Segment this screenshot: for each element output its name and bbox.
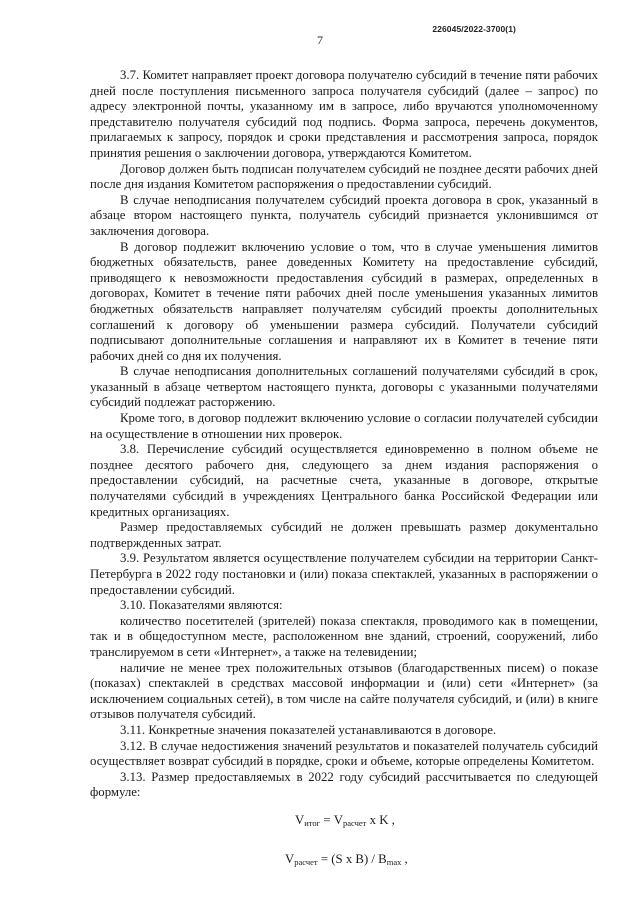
paragraph-inspections-consent: Кроме того, в договор подлежит включению условие о согласии получателей субсидии на осуществление в отношении них проверок. — [90, 411, 598, 441]
paragraph-visitors-count: количество посетителей (зрителей) показа спектакля, проводимого как в помещении, так и в общедоступном месте, расположенном вне зданий, строений, сооружений, либо транслируемом в сети «Интернет», а также на телевидении; — [90, 613, 598, 659]
paragraph-3-9: 3.9. Результатом является осуществление получателем субсидии на территории Санкт-Петербурга в 2022 году постановки и (или) показа спектаклей, указанных в распоряжении о предоставлении субсидий. — [90, 551, 598, 597]
paragraph-supplementary-agreements: В случае неподписания дополнительных соглашений получателями субсидий в срок, указанный в абзаце четвертом настоящего пункта, договоры с указанными получателями субсидий подлежат расторжению. — [90, 364, 598, 410]
document-number: 226045/2022-3700(1) — [432, 24, 516, 34]
paragraph-limit-reduction: В договор подлежит включению условие о том, что в случае уменьшения лимитов бюджетных обязательств, ранее доведенных Комитету на предоставление субсидий, приводящего к невозможности предоставления субсидий в размерах, определенных в договорах, Комитет в течение пяти рабочих дней после уменьшения указанных лимитов бюджетных обязательств направляет получателям субсидий проекты дополнительных соглашений к договору об уменьшении размера субсидий. Получатели субсидий подписывают дополнительные соглашения и направляют их в Комитет в течение пяти рабочих дней со дня их получения. — [90, 239, 598, 363]
paragraph-3-11: 3.11. Конкретные значения показателей устанавливаются в договоре. — [120, 722, 497, 737]
paragraph-non-signing: В случае неподписания получателем субсидий проекта договора в срок, указанный в абзаце втором настоящего пункта, получатель субсидий признается уклонившимся от заключения договора. — [90, 192, 598, 238]
document-body — [90, 68, 598, 870]
formula-v-raschet: $V_{расчет} = (S$ x $B) / B_{max}$ , — [285, 851, 408, 867]
paragraph-3-10: 3.10. Показателями являются: — [120, 598, 283, 613]
paragraph-3-8: 3.8. Перечисление субсидий осуществляется единовременно в полном объеме не позднее десятого рабочего дня, следующего за днем издания распоряжения о предоставлении субсидий, на расчетные счета, указанные в договоре, открытые получателями субсидий в учреждениях Центрального банка Российской Федерации или кредитных организациях. — [90, 442, 598, 519]
paragraph-positive-reviews: наличие не менее трех положительных отзывов (благодарственных писем) о показе (показах) спектаклей в средствах массовой информации и (или) сети «Интернет» (за исключением социальных сетей), в том числе на сайте получателя субсидий, и (или) в книге отзывов получателя субсидий. — [90, 660, 598, 722]
page-number: 7 — [317, 33, 323, 47]
formula-v-itog: $V_{итог} = V_{расчет}$ x K , — [295, 812, 395, 828]
paragraph-3-13: 3.13. Размер предоставляемых в 2022 году субсидий рассчитывается по следующей формуле: — [90, 769, 598, 800]
paragraph-3-12: 3.12. В случае недостижения значений результатов и показателей получатель субсидий осуществляет возврат субсидий в порядке, сроки и объеме, которые определены Комитетом. — [90, 738, 598, 769]
paragraph-contract-signing: Договор должен быть подписан получателем субсидий не позднее десяти рабочих дней после дня издания Комитетом распоряжения о предоставлении субсидий. — [90, 161, 598, 192]
paragraph-3-7: 3.7. Комитет направляет проект договора получателю субсидий в течение пяти рабочих дней после поступления письменного запроса получателя субсидий (далее – запрос) по адресу электронной почты, указанному им в запросе, либо вручаются уполномоченному представителю получателя субсидий под подпись. Форма запроса, перечень документов, прилагаемых к запросу, порядок и сроки представления и рассмотрения запроса, порядок принятия решения о заключении договора, утверждаются Комитетом. — [90, 68, 598, 160]
paragraph-subsidy-size: Размер предоставляемых субсидий не должен превышать размер документально подтвержденных затрат. — [90, 520, 598, 550]
